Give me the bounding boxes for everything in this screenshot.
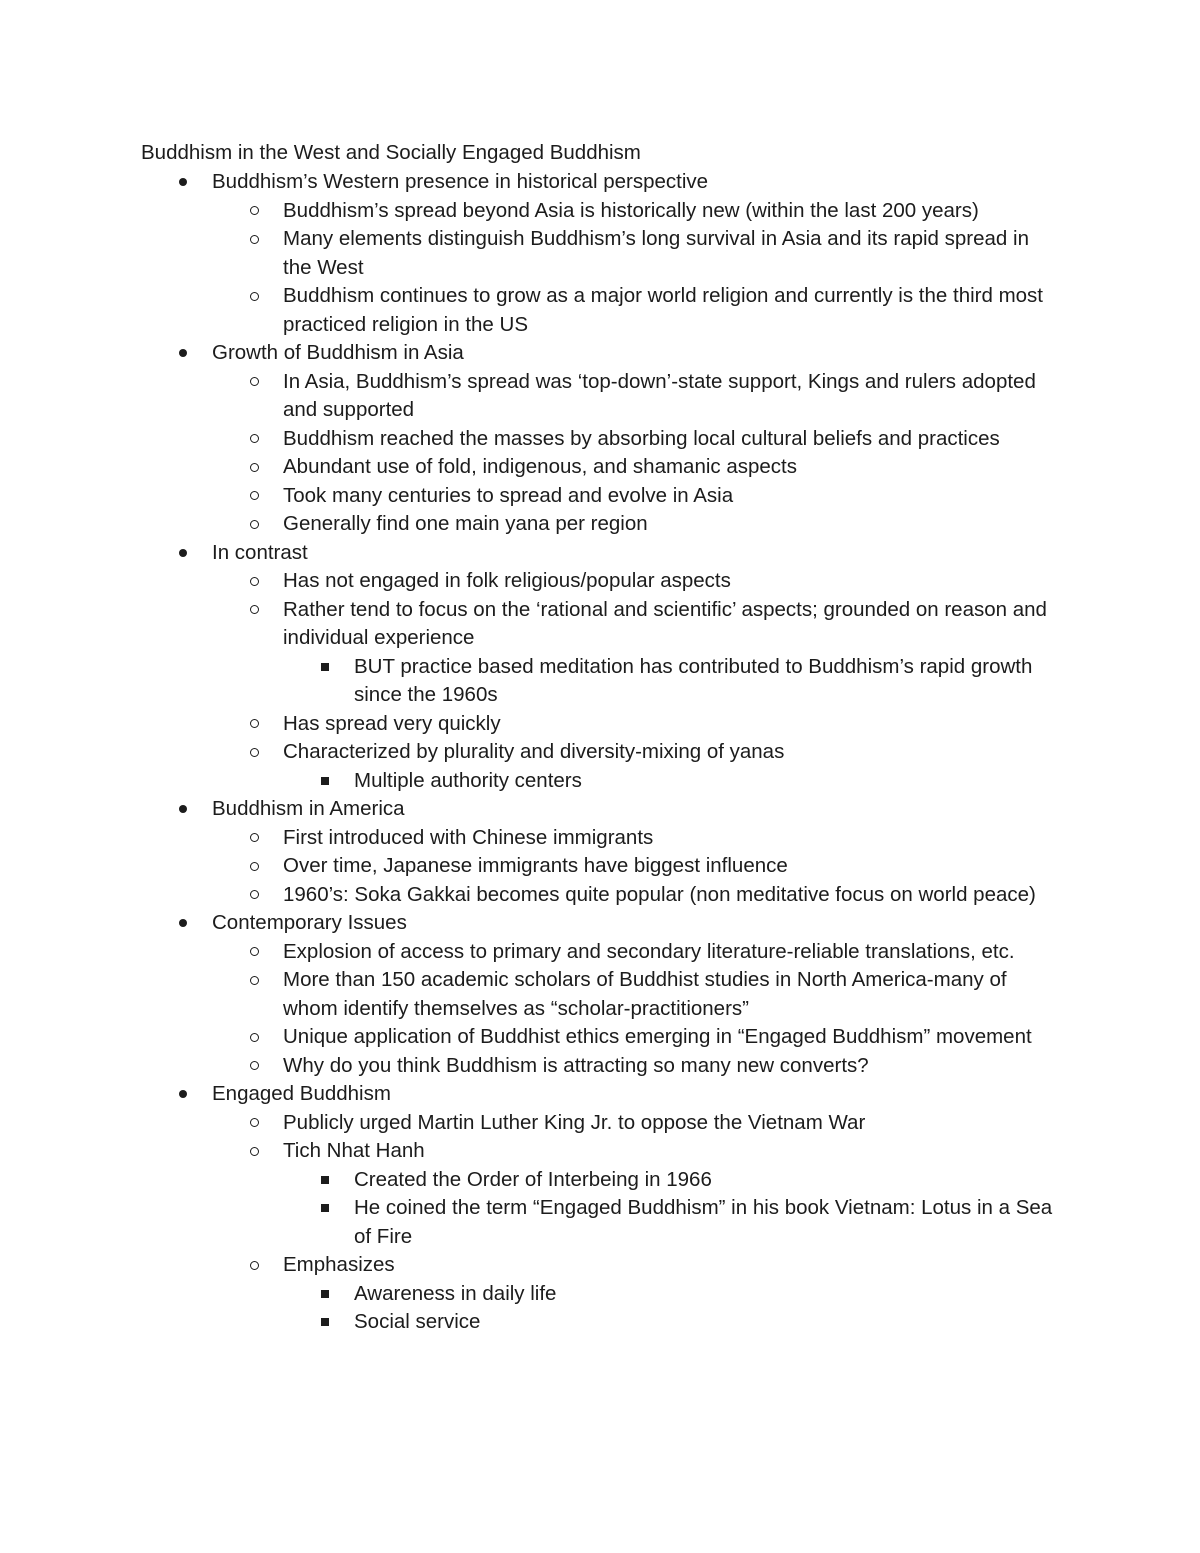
bullet-circle-icon [250,510,259,539]
outline-subitem [212,1137,1061,1251]
bullet-disc-icon [179,909,187,938]
outline-item-text: Buddhism in America [212,797,405,820]
outline-subsubitem-text: Social service [354,1310,481,1333]
bullet-disc-icon [179,795,187,824]
outline-subitem [212,1251,1061,1337]
bullet-square-icon [321,653,329,682]
bullet-square-icon [321,1308,329,1337]
bullet-circle-icon [250,1109,259,1138]
outline-subitem-text: Why do you think Buddhism is attracting so many new converts? [283,1053,869,1077]
outline-subsubitem-text: Multiple authority centers [354,768,582,792]
outline-subitem [212,1109,1061,1138]
bullet-circle-icon [250,368,259,397]
outline-subitem [212,1052,1061,1081]
bullet-circle-icon [250,567,259,596]
bullet-circle-icon [250,738,259,767]
bullet-circle-icon [250,453,259,482]
bullet-circle-icon [250,1052,259,1081]
outline-subitem [212,938,1061,967]
outline-subsubitem [283,1308,1061,1337]
outline-subitem [212,197,1061,226]
bullet-disc-icon [179,168,187,197]
bullet-circle-icon [250,938,259,967]
bullet-circle-icon [250,710,259,739]
outline-item-text: Growth of Buddhism in Asia [212,341,464,364]
outline-subitem-text: Abundant use of fold, indigenous, and shamanic aspects [283,455,797,478]
bullet-circle-icon [250,824,259,853]
bullet-circle-icon [250,282,259,311]
outline-subitem-text: Buddhism’s spread beyond Asia is historically new (within the last 200 years) [283,198,979,222]
outline-subitem-text: Characterized by plurality and diversity-mixing of yanas [283,740,785,763]
bullet-circle-icon [250,1251,259,1280]
outline-subitem [212,881,1061,910]
outline-subsubitem-text: Awareness in daily life [354,1281,557,1305]
outline-subitem-text: 1960’s: Soka Gakkai becomes quite popular (non meditative focus on world peace) [283,882,1036,906]
outline-subitem-text: Has spread very quickly [283,711,501,735]
outline-subitem [212,453,1061,482]
outline-subsubitem-text: BUT practice based meditation has contributed to Buddhism’s rapid growth since the 1960s [354,654,1033,706]
outline-subitem-text: First introduced with Chinese immigrants [283,825,654,849]
outline-subitem [212,282,1061,339]
outline-item [141,539,1061,796]
outline-subsubitem-text: Created the Order of Interbeing in 1966 [354,1167,712,1191]
outline-subitem-text: Unique application of Buddhist ethics emerging in “Engaged Buddhism” movement [283,1025,1032,1048]
outline-subitem-text: Buddhism continues to grow as a major world religion and currently is the third most practiced religion in the US [283,284,1043,336]
outline-item [141,339,1061,539]
outline-subitem [212,1023,1061,1052]
bullet-square-icon [321,1166,329,1195]
outline-subsubitem-text: He coined the term “Engaged Buddhism” in his book Vietnam: Lotus in a Sea of Fire [354,1196,1053,1248]
outline-subitem-text: More than 150 academic scholars of Buddhist studies in North America-many of whom identify themselves as “scholar-practitioners” [283,968,1007,1020]
bullet-square-icon [321,1280,329,1309]
outline-item [141,1080,1061,1337]
outline-subsubitem [283,1166,1061,1195]
outline-subitem [212,824,1061,853]
outline-item-text: Engaged Buddhism [212,1082,391,1105]
outline-subitem-text: Took many centuries to spread and evolve in Asia [283,483,734,507]
bullet-disc-icon [179,339,187,368]
outline-subitem [212,710,1061,739]
outline-subitem-text: Over time, Japanese immigrants have biggest influence [283,854,788,877]
outline-subitem [212,567,1061,596]
outline-level-2 [212,567,1061,795]
outline-level-3 [283,767,1061,796]
outline-subitem-text: Emphasizes [283,1253,395,1276]
outline-subitem [212,738,1061,795]
bullet-circle-icon [250,225,259,254]
outline-subitem [212,510,1061,539]
outline-subitem-text: Has not engaged in folk religious/popular aspects [283,569,731,592]
outline-level-2 [212,824,1061,910]
outline-subitem-text: Buddhism reached the masses by absorbing local cultural beliefs and practices [283,426,1000,450]
outline-item-text: Buddhism’s Western presence in historical perspective [212,170,709,193]
bullet-circle-icon [250,596,259,625]
bullet-circle-icon [250,881,259,910]
bullet-circle-icon [250,966,259,995]
outline-subitem-text: Publicly urged Martin Luther King Jr. to oppose the Vietnam War [283,1110,866,1134]
outline-item [141,795,1061,909]
outline-item [141,909,1061,1080]
bullet-disc-icon [179,539,187,568]
outline-level-3 [283,1280,1061,1337]
outline-subitem-text: Rather tend to focus on the ‘rational and scientific’ aspects; grounded on reason and individual experience [283,597,1047,649]
outline-subitem [212,966,1061,1023]
bullet-circle-icon [250,425,259,454]
outline-item [141,168,1061,339]
bullet-circle-icon [250,1137,259,1166]
outline-item-text: Contemporary Issues [212,911,407,934]
outline-subitem [212,482,1061,511]
outline-subitem [212,368,1061,425]
outline-subsubitem [283,1194,1061,1251]
outline-subitem [212,596,1061,710]
outline-subsubitem [283,653,1061,710]
outline-level-2 [212,1109,1061,1337]
bullet-circle-icon [250,482,259,511]
bullet-disc-icon [179,1080,187,1109]
outline-list [141,168,1061,1337]
outline-subitem [212,852,1061,881]
bullet-square-icon [321,767,329,796]
outline-level-2 [212,197,1061,340]
bullet-circle-icon [250,197,259,226]
outline-level-1 [141,168,1061,1337]
outline-subitem [212,425,1061,454]
outline-subitem-text: Generally find one main yana per region [283,512,648,535]
bullet-circle-icon [250,852,259,881]
outline-level-2 [212,938,1061,1081]
outline-level-2 [212,368,1061,539]
outline-subitem [212,225,1061,282]
outline-subitem-text: In Asia, Buddhism’s spread was ‘top-down’-state support, Kings and rulers adopted and supported [283,369,1036,421]
outline-subitem-text: Tich Nhat Hanh [283,1139,425,1162]
outline-level-3 [283,1166,1061,1252]
page-title: Buddhism in the West and Socially Engaged Buddhism [141,141,641,164]
outline-subsubitem [283,767,1061,796]
outline-level-3 [283,653,1061,710]
bullet-circle-icon [250,1023,259,1052]
bullet-square-icon [321,1194,329,1223]
outline-subitem-text: Explosion of access to primary and secondary literature-reliable translations, etc. [283,939,1015,963]
outline-subitem-text: Many elements distinguish Buddhism’s long survival in Asia and its rapid spread in the West [283,227,1029,279]
outline-item-text: In contrast [212,540,308,564]
outline-subsubitem [283,1280,1061,1309]
